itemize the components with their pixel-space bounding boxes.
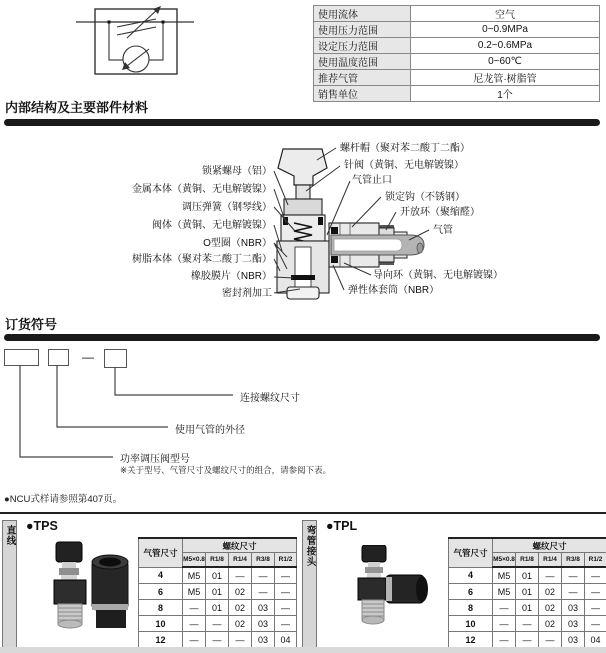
part-label: 导向环（黄铜、无电解镀镍） — [373, 270, 503, 281]
table-row — [139, 632, 297, 649]
order-code-connector-lines — [0, 340, 300, 510]
part-label: 开放环（聚缩醛） — [400, 207, 480, 218]
cell: — — [275, 567, 297, 584]
spec-value: 0~0.9MPa — [411, 22, 600, 38]
cell: 4 — [139, 567, 183, 584]
col-header-thread-group: 螺纹尺寸 — [183, 538, 297, 553]
cell: 03 — [252, 600, 275, 616]
part-label: 金属本体（黄铜、无电解镀镍） — [132, 184, 272, 195]
cell: 6 — [449, 584, 493, 600]
cell: 04 — [275, 632, 297, 649]
spec-label: 使用流体 — [314, 6, 411, 22]
cell: 01 — [206, 600, 229, 616]
cell: 10 — [139, 616, 183, 632]
part-label: 调压弹簧（钢琴线） — [182, 202, 272, 213]
col-header: R1/2 — [275, 553, 297, 568]
tps-title: ●TPS — [26, 519, 58, 533]
spec-label: 使用温度范围 — [314, 54, 411, 70]
spec-value: 空气 — [411, 6, 600, 22]
cell: — — [493, 600, 516, 616]
cell: 01 — [516, 567, 539, 584]
cell: 10 — [449, 616, 493, 632]
part-label: 锁定钩（不锈钢） — [385, 192, 465, 203]
col-header: M5×0.8 — [183, 553, 206, 568]
part-label: 锁紧螺母（铝） — [202, 166, 272, 177]
part-label: 阀体（黄铜、无电解镀镍） — [152, 220, 272, 231]
cell: 01 — [516, 600, 539, 616]
spec-label: 使用压力范围 — [314, 22, 411, 38]
cell: — — [252, 584, 275, 600]
cell: 03 — [252, 632, 275, 649]
spec-value: 尼龙管·树脂管 — [411, 70, 600, 86]
cell: — — [585, 616, 606, 632]
section-bar — [4, 119, 600, 126]
callout-tube-od: 使用气管的外径 — [175, 425, 245, 436]
col-header: R3/8 — [252, 553, 275, 568]
cell: 4 — [449, 567, 493, 584]
spec-value: 0.2~0.6MPa — [411, 38, 600, 54]
table-row — [314, 54, 600, 70]
col-header: R1/4 — [539, 553, 562, 568]
spec-label: 推荐气管 — [314, 70, 411, 86]
page-edge — [0, 647, 606, 653]
cell: 03 — [562, 632, 585, 649]
cell: — — [275, 600, 297, 616]
cell: — — [229, 567, 252, 584]
pneumatic-circuit-symbol — [70, 2, 200, 92]
tps-size-table — [138, 537, 297, 649]
ncu-reference-note: ●NCU式样请参照第407页。 — [4, 494, 123, 505]
tpl-title: ●TPL — [326, 519, 358, 533]
col-header: R1/4 — [229, 553, 252, 568]
cell: — — [183, 616, 206, 632]
cell: — — [493, 632, 516, 649]
cell: — — [539, 632, 562, 649]
cell: 02 — [229, 584, 252, 600]
order-code-dash: — — [82, 350, 94, 364]
cell: — — [275, 584, 297, 600]
spec-label: 销售单位 — [314, 86, 411, 102]
cell: 03 — [562, 616, 585, 632]
cell: 04 — [585, 632, 606, 649]
table-row — [139, 567, 297, 584]
table-row — [449, 616, 606, 632]
table-row — [314, 22, 600, 38]
tpl-size-table — [448, 537, 606, 649]
cell: — — [183, 632, 206, 649]
col-header: R1/2 — [585, 553, 606, 568]
spec-label: 设定压力范围 — [314, 38, 411, 54]
col-header: M5×0.8 — [493, 553, 516, 568]
cell: M5 — [183, 567, 206, 584]
cell: — — [539, 567, 562, 584]
cell: — — [516, 616, 539, 632]
part-label: 密封剂加工 — [222, 288, 272, 299]
spec-value: 1个 — [411, 86, 600, 102]
col-header: R1/8 — [516, 553, 539, 568]
callout-model: 功率调压阀型号 — [120, 454, 190, 465]
col-header-tube-size: 气管尺寸 — [139, 538, 183, 567]
table-row — [139, 616, 297, 632]
part-label: 气管止口 — [352, 175, 392, 186]
table-row — [449, 567, 606, 584]
cell: 8 — [139, 600, 183, 616]
cell: M5 — [493, 567, 516, 584]
cell: — — [493, 616, 516, 632]
cell: 02 — [539, 616, 562, 632]
table-row — [449, 632, 606, 649]
cell: — — [183, 600, 206, 616]
table-row — [314, 86, 600, 102]
cell: — — [252, 567, 275, 584]
cell: M5 — [183, 584, 206, 600]
col-header: R1/8 — [206, 553, 229, 568]
table-row — [314, 6, 600, 22]
cell: 12 — [139, 632, 183, 649]
cell: 02 — [539, 584, 562, 600]
cell: 01 — [206, 584, 229, 600]
cell: — — [206, 632, 229, 649]
section-title-ordering: 订货符号 — [5, 317, 58, 332]
internal-structure-diagram — [0, 135, 606, 310]
cell: 6 — [139, 584, 183, 600]
tps-product-photo — [44, 540, 136, 646]
col-header-thread-group: 螺纹尺寸 — [493, 538, 606, 553]
cell: 8 — [449, 600, 493, 616]
cell: 02 — [539, 600, 562, 616]
cell: — — [585, 584, 606, 600]
cell: 01 — [516, 584, 539, 600]
part-label: 树脂本体（聚对苯二酸丁二酯） — [132, 254, 272, 265]
section-title-internal-structure: 内部结构及主要部件材料 — [5, 100, 149, 115]
cell: — — [516, 632, 539, 649]
cell: — — [275, 616, 297, 632]
category-tab-elbow — [302, 520, 317, 650]
separator-line — [0, 512, 606, 514]
table-row — [449, 584, 606, 600]
cell: 03 — [252, 616, 275, 632]
cell: — — [229, 632, 252, 649]
cell: — — [585, 567, 606, 584]
part-label: 针阀（黄铜、无电解镀镍） — [344, 160, 464, 171]
part-label: 气管 — [433, 225, 453, 236]
tpl-product-photo — [342, 545, 434, 645]
cell: 03 — [562, 600, 585, 616]
cell: — — [562, 567, 585, 584]
cell: 12 — [449, 632, 493, 649]
table-row — [314, 70, 600, 86]
category-tab-straight — [2, 520, 17, 650]
part-label: O型圈（NBR） — [203, 238, 272, 249]
cell: — — [206, 616, 229, 632]
cell: 01 — [206, 567, 229, 584]
col-header-tube-size: 气管尺寸 — [449, 538, 493, 567]
table-row — [449, 538, 606, 553]
callout-thread-size: 连接螺纹尺寸 — [240, 393, 300, 404]
part-label: 螺杆帽（聚对苯二酸丁二酯） — [340, 143, 470, 154]
spec-value: 0~60℃ — [411, 54, 600, 70]
table-row — [314, 38, 600, 54]
cell: 02 — [229, 616, 252, 632]
spec-table — [313, 5, 600, 102]
part-label: 橡胶膜片（NBR） — [190, 271, 272, 282]
cell: — — [562, 584, 585, 600]
cell: — — [585, 600, 606, 616]
model-combination-note: ※关于型号、气管尺寸及螺纹尺寸的组合，请参阅下表。 — [120, 465, 332, 475]
cell: M5 — [493, 584, 516, 600]
part-label: 弹性体套筒（NBR） — [348, 285, 440, 296]
table-row — [139, 538, 297, 553]
category-tab-label: 弯管接头 — [304, 525, 316, 567]
table-row — [139, 584, 297, 600]
table-row — [449, 600, 606, 616]
table-row — [139, 600, 297, 616]
cell: 02 — [229, 600, 252, 616]
col-header: R3/8 — [562, 553, 585, 568]
category-tab-label: 直线 — [4, 525, 16, 546]
